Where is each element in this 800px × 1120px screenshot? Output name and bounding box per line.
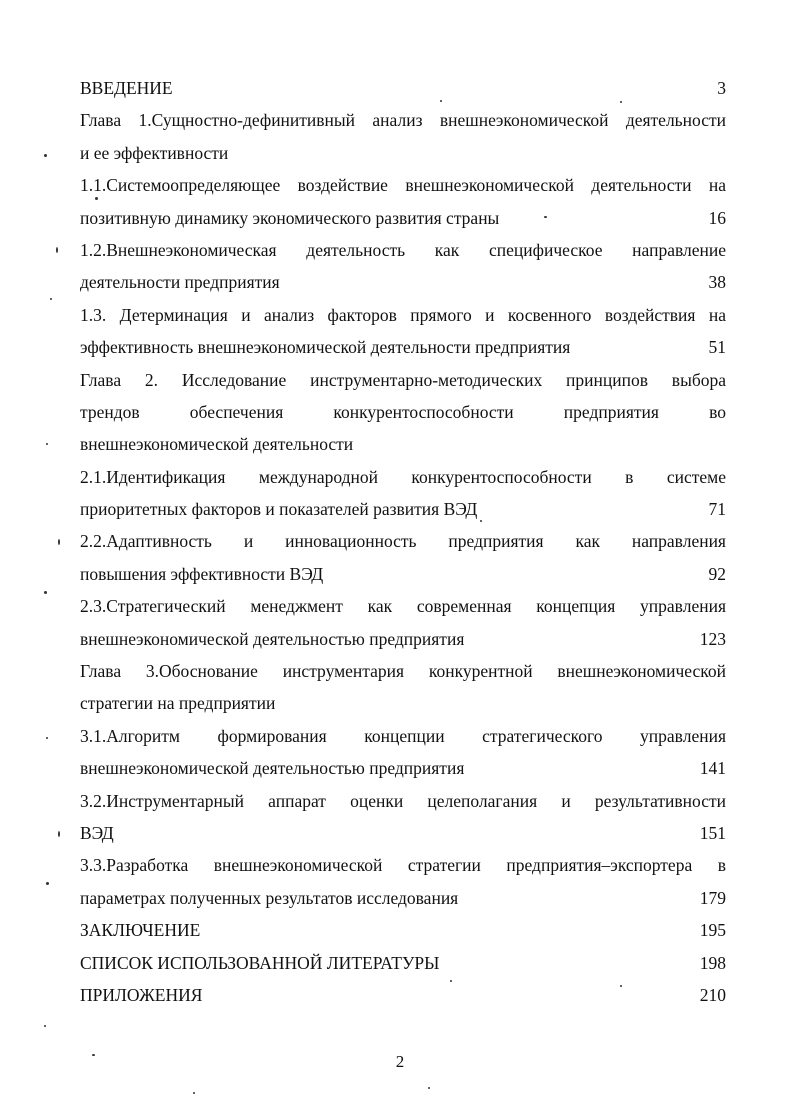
toc-line xyxy=(80,623,726,655)
toc-page-number: 210 xyxy=(699,984,726,1005)
toc-line-text: ВВЕДЕНИЕ xyxy=(80,78,173,98)
scan-speck xyxy=(620,101,622,103)
scan-speck xyxy=(440,100,442,102)
toc-line xyxy=(80,882,726,914)
scan-speck xyxy=(44,1025,46,1027)
toc-line-text: параметрах полученных результатов исследования xyxy=(80,887,459,908)
toc-line xyxy=(80,72,726,104)
toc-page-number: 195 xyxy=(699,920,726,941)
toc-line xyxy=(80,202,726,234)
toc-line xyxy=(80,785,726,817)
toc-line-text: 1.1.Системоопределяющее воздействие внешнеэкономической деятельности на xyxy=(80,175,726,196)
toc-line xyxy=(80,364,726,396)
toc-page-number: 198 xyxy=(699,952,726,973)
toc-page-number: 16 xyxy=(708,207,726,228)
toc-line-text: 3.1.Алгоритм формирования концепции стратегического управления xyxy=(80,725,726,746)
toc-line-text: Глава 2. Исследование инструментарно-методических принципов выбора xyxy=(80,369,726,390)
toc-line-text: повышения эффективности ВЭД xyxy=(80,563,324,584)
toc-line xyxy=(80,590,726,622)
toc-line xyxy=(80,234,726,266)
toc-line-text: внешнеэкономической деятельностью предприятия xyxy=(80,628,465,649)
scan-speck xyxy=(92,1054,95,1056)
scan-speck xyxy=(193,1092,195,1094)
scan-speck xyxy=(46,443,48,445)
toc-line-text: СПИСОК ИСПОЛЬЗОВАННОЙ ЛИТЕРАТУРЫ xyxy=(80,952,440,973)
page-number: 2 xyxy=(395,1052,405,1071)
toc-page-number: 38 xyxy=(708,272,726,293)
toc-line xyxy=(80,979,726,1011)
toc-page-number: 179 xyxy=(699,887,726,908)
toc-line xyxy=(80,331,726,363)
toc-line xyxy=(80,396,726,428)
scan-speck xyxy=(620,985,622,987)
toc-line-text: 1.3. Детерминация и анализ факторов прямого и косвенного воздействия на xyxy=(80,304,726,325)
toc-line-text: 1.2.Внешнеэкономическая деятельность как специфическое направление xyxy=(80,239,726,260)
toc-line xyxy=(80,849,726,881)
toc-line xyxy=(80,169,726,201)
toc-line-text: внешнеэкономической деятельности xyxy=(80,434,354,455)
toc-line-text: ЗАКЛЮЧЕНИЕ xyxy=(80,920,201,941)
toc-line-text: и ее эффективности xyxy=(80,142,229,163)
toc-line xyxy=(80,947,726,979)
toc-page-number: 92 xyxy=(708,563,726,584)
toc-line xyxy=(80,525,726,557)
toc-line xyxy=(80,687,726,719)
toc-line-text: 3.2.Инструментарный аппарат оценки целеполагания и результативности xyxy=(80,790,726,811)
toc-line xyxy=(80,752,726,784)
toc-line-text: 2.1.Идентификация международной конкурентоспособности в системе xyxy=(80,466,726,487)
toc-line-text: внешнеэкономической деятельностью предприятия xyxy=(80,758,465,779)
toc-page-number: 123 xyxy=(699,628,726,649)
toc-line-text: эффективность внешнеэкономической деятельности предприятия xyxy=(80,337,571,358)
toc-line xyxy=(80,428,726,460)
scan-speck xyxy=(44,154,47,157)
toc-line-text: ВЭД xyxy=(80,822,114,843)
toc-page-number: 51 xyxy=(708,337,726,358)
scan-speck xyxy=(428,1087,430,1089)
scan-speck xyxy=(46,882,49,885)
toc-line xyxy=(80,137,726,169)
toc-line xyxy=(80,104,726,136)
toc-line-text: деятельности предприятия xyxy=(80,272,280,293)
toc-line-text: трендов обеспечения конкурентоспособности предприятия во xyxy=(80,401,726,422)
toc-line xyxy=(80,720,726,752)
toc-page-number: 3 xyxy=(717,78,726,98)
toc-line-text: 2.2.Адаптивность и инновационность предприятия как направления xyxy=(80,531,726,552)
scan-speck xyxy=(50,298,52,300)
toc-line xyxy=(80,558,726,590)
toc-line xyxy=(80,461,726,493)
toc-line-text: Глава 3.Обоснование инструментария конкурентной внешнеэкономической xyxy=(80,661,726,682)
toc-line-text: Глава 1.Сущностно-дефинитивный анализ внешнеэкономической деятельности xyxy=(80,110,726,131)
scan-speck xyxy=(95,197,98,200)
scan-speck xyxy=(58,539,60,545)
toc-page-number: 141 xyxy=(699,758,726,779)
toc-line xyxy=(80,817,726,849)
toc-line-text: приоритетных факторов и показателей развития ВЭД xyxy=(80,499,478,520)
toc-line-text: ПРИЛОЖЕНИЯ xyxy=(80,984,203,1005)
scan-speck xyxy=(44,591,47,594)
toc-line-text: стратегии на предприятии xyxy=(80,693,276,714)
scan-speck xyxy=(544,216,547,218)
toc-page-number: 71 xyxy=(708,499,726,520)
scan-speck xyxy=(46,737,48,739)
scan-speck xyxy=(450,980,452,982)
toc-line xyxy=(80,655,726,687)
toc-line-text: 2.3.Стратегический менеджмент как современная концепция управления xyxy=(80,596,726,617)
toc-line xyxy=(80,299,726,331)
scan-speck xyxy=(56,247,58,253)
toc-line xyxy=(80,266,726,298)
toc-line-text: 3.3.Разработка внешнеэкономической стратегии предприятия–экспортера в xyxy=(80,855,726,876)
scan-speck xyxy=(58,831,60,837)
toc-line xyxy=(80,914,726,946)
scan-speck xyxy=(480,520,482,522)
toc-line xyxy=(80,493,726,525)
toc-line-text: позитивную динамику экономического развития страны xyxy=(80,207,500,228)
table-of-contents xyxy=(80,72,726,1011)
toc-page-number: 151 xyxy=(699,822,726,843)
